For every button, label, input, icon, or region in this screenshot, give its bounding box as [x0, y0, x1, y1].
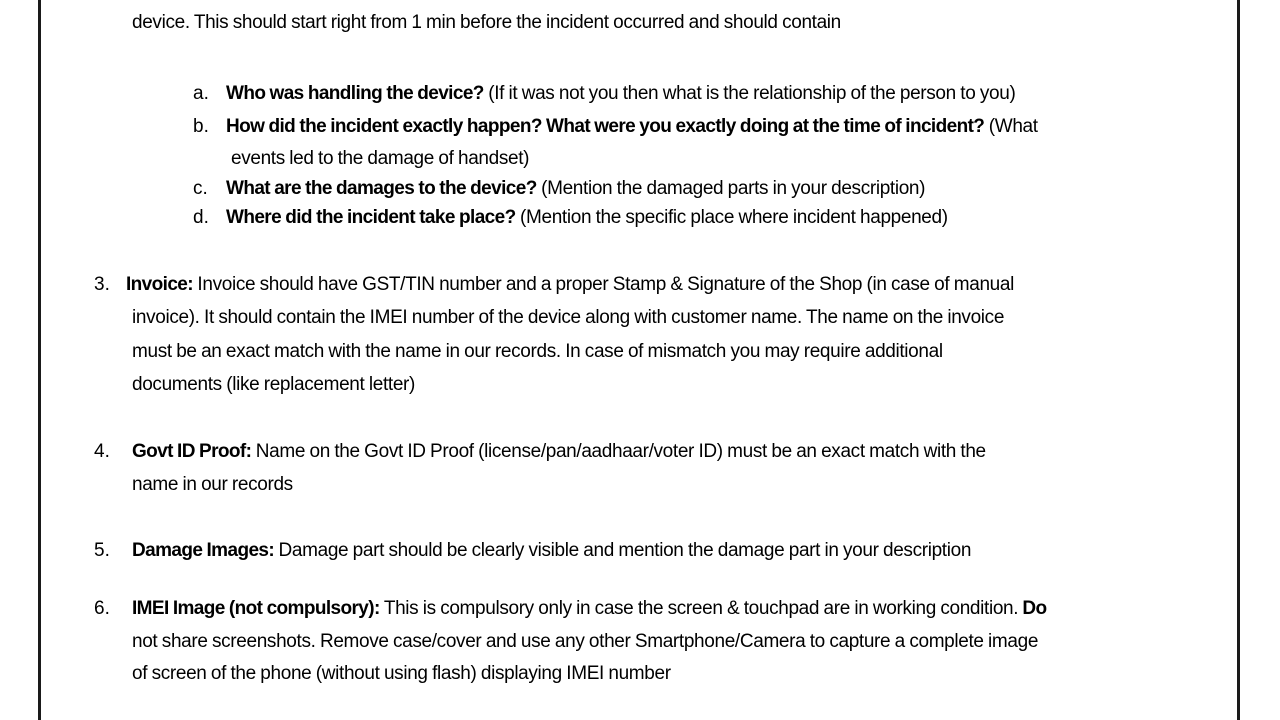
item-text: documents (like replacement letter): [132, 374, 415, 395]
item-first-line: [132, 440, 986, 464]
item-number: 6.: [94, 598, 110, 619]
sub-item-question: What are the damages to the device?: [226, 178, 537, 199]
sub-item-text: [226, 206, 948, 230]
item-text: must be an exact match with the name in our records. In case of mismatch you may require additional: [132, 341, 943, 362]
item-first-line: [132, 597, 1047, 621]
item-first-line: [132, 539, 971, 563]
sub-item-question: Where did the incident take place?: [226, 207, 516, 228]
item-text: invoice). It should contain the IMEI number of the device along with customer name. The name on the invoice: [132, 307, 1005, 328]
item-title: Invoice:: [126, 274, 193, 295]
sub-item-question: Who was handling the device?: [226, 83, 484, 104]
sub-item-marker: b.: [193, 116, 209, 137]
item-title: Govt ID Proof:: [132, 441, 252, 462]
item-title: IMEI Image (not compulsory):: [132, 598, 380, 619]
item-title: Damage Images:: [132, 540, 275, 561]
item-text: Damage part should be clearly visible and mention the damage part in your description: [274, 540, 972, 561]
item-text: of screen of the phone (without using flash) displaying IMEI number: [132, 663, 671, 684]
sub-item-marker: d.: [193, 207, 209, 228]
item-number: 4.: [94, 441, 110, 462]
sub-item-text: [226, 115, 1038, 139]
sub-item-hint-cont: events led to the damage of handset): [231, 148, 530, 169]
sub-item-marker: c.: [193, 178, 208, 199]
item-text: name in our records: [132, 474, 293, 495]
item-text: Name on the Govt ID Proof (license/pan/aadhaar/voter ID) must be an exact match with the: [251, 441, 986, 462]
sub-item-hint: (Mention the specific place where incident happened): [515, 207, 948, 228]
item-text: Invoice should have GST/TIN number and a proper Stamp & Signature of the Shop (in case of manual: [193, 274, 1014, 295]
intro-line: device. This should start right from 1 min before the incident occurred and should contain: [132, 12, 841, 33]
sub-item-text: [226, 177, 925, 201]
sub-item-marker: a.: [193, 83, 209, 104]
item-text: This is compulsory only in case the screen & touchpad are in working condition.: [379, 598, 1019, 619]
item-first-line: [126, 273, 1014, 297]
item-number: 3.: [94, 274, 110, 295]
item-emphasis: Do: [1018, 598, 1047, 619]
item-number: 5.: [94, 540, 110, 561]
sub-item-text: [226, 82, 1015, 106]
sub-item-hint: (If it was not you then what is the relationship of the person to you): [483, 83, 1016, 104]
item-text: not share screenshots. Remove case/cover and use any other Smartphone/Camera to capture a complete image: [132, 631, 1039, 652]
sub-item-hint: (Mention the damaged parts in your description): [536, 178, 926, 199]
sub-item-question: How did the incident exactly happen? What were you exactly doing at the time of incident?: [226, 116, 985, 137]
sub-item-hint: (What: [984, 116, 1038, 137]
